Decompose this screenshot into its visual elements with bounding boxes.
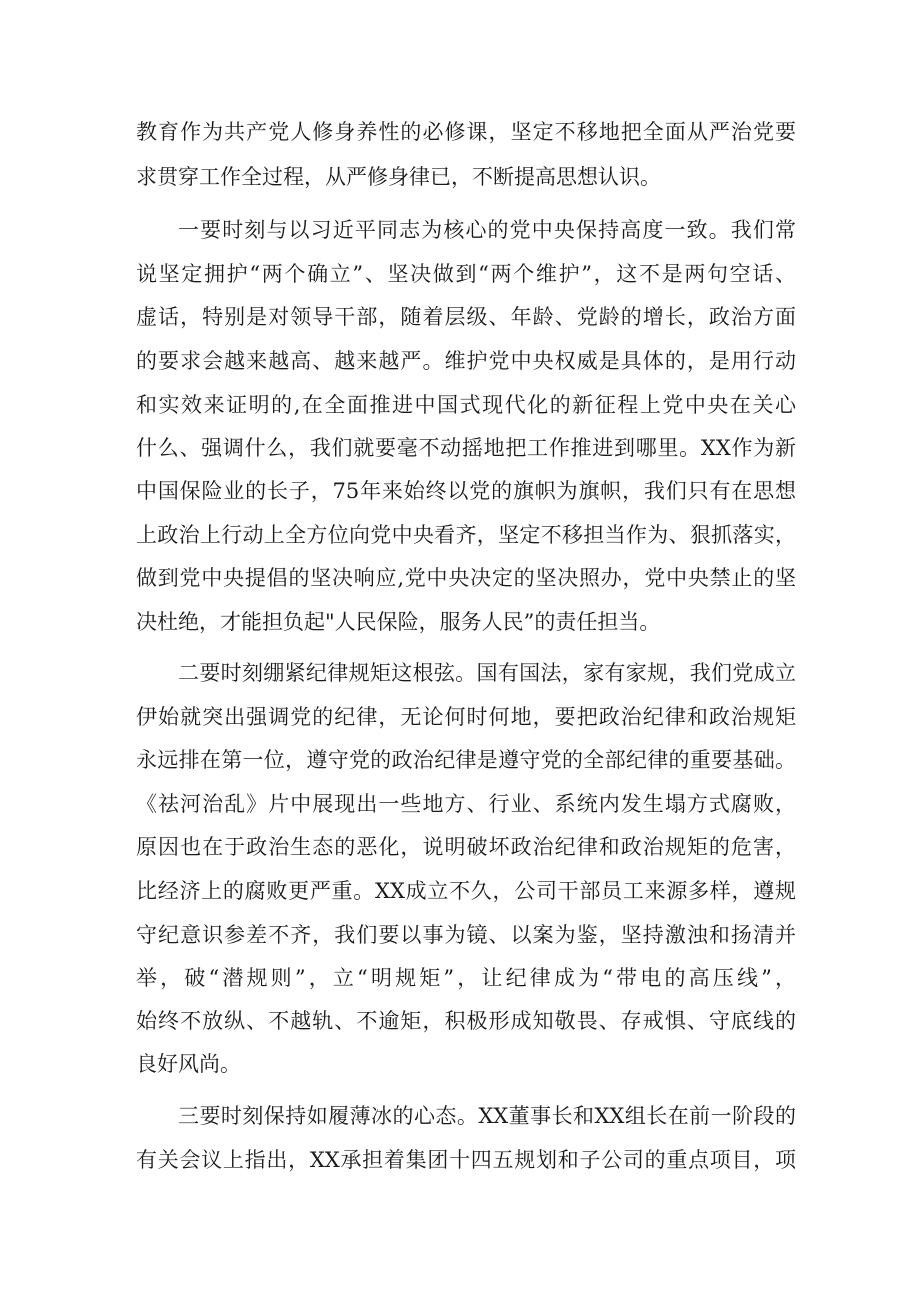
text-line: 做到党中央提倡的坚决响应,党中央决定的坚决照办，党中央禁止的坚 <box>136 566 796 590</box>
text-line: 守纪意识参差不齐，我们要以事为镜、以案为鉴，坚持激浊和扬清并 <box>136 923 796 947</box>
text-line: 举，破“潜规则”，立“明规矩”，让纪律成为“带电的高压线”， <box>136 966 796 990</box>
text-line: 决杜绝，才能担负起"人民保险，服务人民”的责任担当。 <box>136 610 661 634</box>
text-line: 《祛河治乱》片中展现出一些地方、行业、系统内发生塌方式腐败， <box>136 792 796 816</box>
text-line: 有关会议上指出，XX承担着集团十四五规划和子公司的重点项目，项 <box>136 1148 796 1172</box>
text-line: 求贯穿工作全过程，从严修身律已，不断提高思想认识。 <box>136 165 661 189</box>
text-line: 虚话，特别是对领导干部，随着层级、年龄、党龄的增长，政治方面 <box>136 305 796 329</box>
text-line: 良好风尚。 <box>136 1052 241 1076</box>
text-line: 说坚定拥护“两个确立”、坚决做到“两个维护”，这不是两句空话、 <box>136 262 796 286</box>
text-line: 教育作为共产党人修身养性的必修课，坚定不移地把全面从严治党要 <box>136 120 796 144</box>
text-line: 原因也在于政治生态的恶化，说明破坏政治纪律和政治规矩的危害， <box>136 835 796 859</box>
text-line: 中国保险业的长子，75年来始终以党的旗帜为旗帜，我们只有在思想 <box>136 479 796 503</box>
text-line: 上政治上行动上全方位向党中央看齐，坚定不移担当作为、狠抓落实， <box>136 523 796 547</box>
text-line: 始终不放纵、不越轨、不逾矩，积极形成知敬畏、存戒惧、守底线的 <box>136 1009 796 1033</box>
paragraph-2-first-line: 二要时刻绷紧纪律规矩这根弦。国有国法，家有家规，我们党成立 <box>178 661 796 685</box>
text-line: 伊始就突出强调党的纪律，无论何时何地，要把政治纪律和政治规矩 <box>136 705 796 729</box>
text-line: 比经济上的腐败更严重。XX成立不久，公司干部员工来源多样，遵规 <box>136 879 796 903</box>
text-line: 和实效来证明的,在全面推进中国式现代化的新征程上党中央在关心 <box>136 393 796 417</box>
text-line: 永远排在第一位，遵守党的政治纪律是遵守党的全部纪律的重要基础。 <box>136 748 796 772</box>
paragraph-3-first-line: 三要时刻保持如履薄冰的心态。XX董事长和XX组长在前一阶段的 <box>178 1104 796 1128</box>
text-line: 什么、强调什么，我们就要毫不动摇地把工作推进到哪里。XX作为新 <box>136 436 796 460</box>
paragraph-1-first-line: 一要时刻与以习近平同志为核心的党中央保持高度一致。我们常 <box>178 218 796 242</box>
text-line: 的要求会越来越高、越来越严。维护党中央权威是具体的，是用行动 <box>136 349 796 373</box>
